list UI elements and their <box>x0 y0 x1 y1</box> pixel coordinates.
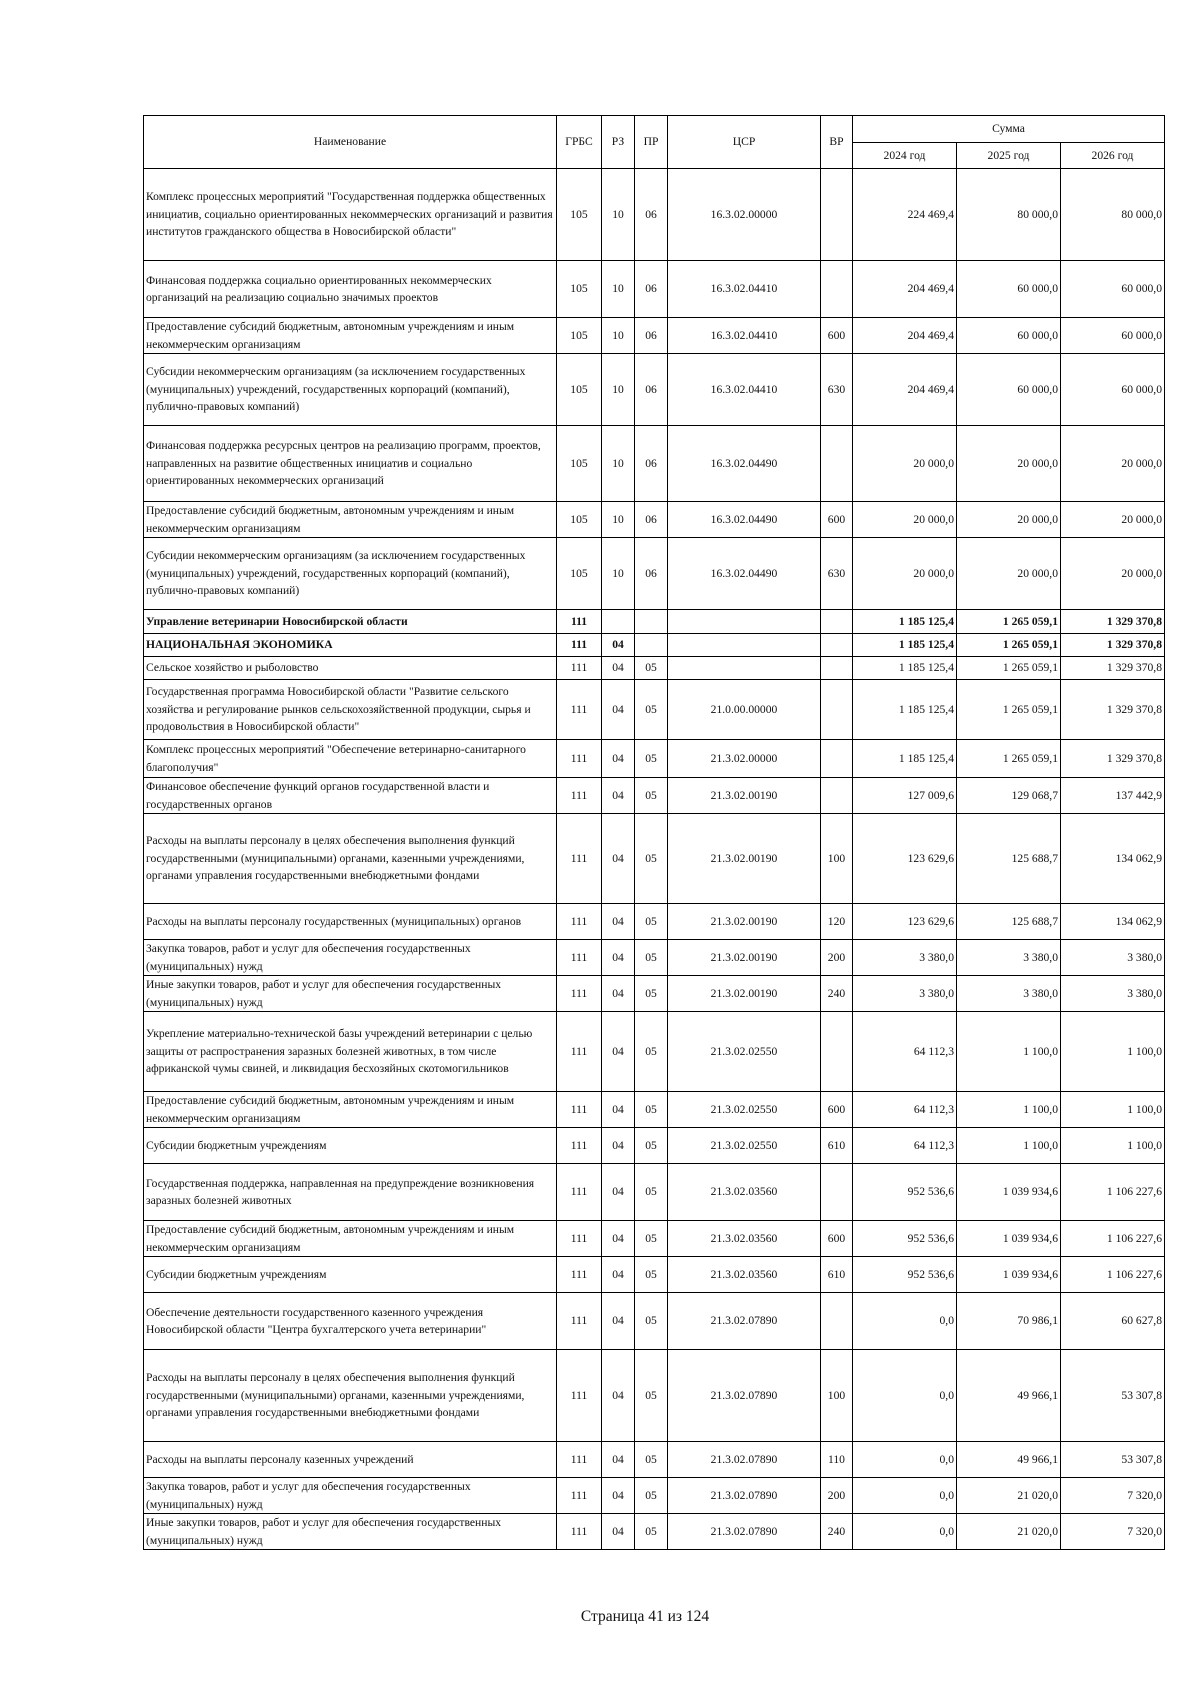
row-name: Закупка товаров, работ и услуг для обеспечения государственных (муниципальных) нужд <box>144 1478 557 1514</box>
row-rz: 10 <box>602 318 635 354</box>
row-sum-2026: 60 000,0 <box>1061 261 1165 318</box>
row-sum-2026: 1 329 370,8 <box>1061 680 1165 740</box>
row-sum-2025: 1 100,0 <box>957 1128 1061 1164</box>
table-row <box>144 1478 1165 1514</box>
row-grbs: 111 <box>557 1350 602 1442</box>
row-rz: 04 <box>602 1164 635 1221</box>
row-sum-2024: 1 185 125,4 <box>853 634 957 657</box>
row-name: Финансовая поддержка социально ориентированных некоммерческих организаций на реализацию социально значимых проектов <box>144 261 557 318</box>
row-vr: 240 <box>821 1514 853 1550</box>
table-row <box>144 740 1165 778</box>
table-row <box>144 1012 1165 1092</box>
row-name: Финансовое обеспечение функций органов государственной власти и государственных органов <box>144 778 557 814</box>
row-grbs: 111 <box>557 1221 602 1257</box>
row-sum-2026: 1 329 370,8 <box>1061 634 1165 657</box>
table-row <box>144 538 1165 610</box>
row-grbs: 111 <box>557 814 602 904</box>
row-vr: 110 <box>821 1442 853 1478</box>
table-row <box>144 318 1165 354</box>
row-grbs: 111 <box>557 1012 602 1092</box>
row-sum-2025: 125 688,7 <box>957 814 1061 904</box>
row-sum-2025: 60 000,0 <box>957 318 1061 354</box>
row-csr: 21.3.02.03560 <box>668 1164 821 1221</box>
budget-table <box>143 115 1165 1550</box>
header-pr: ПР <box>635 116 668 169</box>
table-row <box>144 940 1165 976</box>
table-row <box>144 502 1165 538</box>
row-name: Расходы на выплаты персоналу государственных (муниципальных) органов <box>144 904 557 940</box>
row-sum-2025: 125 688,7 <box>957 904 1061 940</box>
header-rz: РЗ <box>602 116 635 169</box>
row-vr <box>821 657 853 680</box>
row-pr: 05 <box>635 904 668 940</box>
table-row <box>144 1128 1165 1164</box>
row-name: Финансовая поддержка ресурсных центров на реализацию программ, проектов, направленных на развитие общественных инициатив и социально ориентированных некоммерческих организаций <box>144 426 557 502</box>
row-pr <box>635 610 668 634</box>
row-vr: 600 <box>821 1092 853 1128</box>
row-name: Расходы на выплаты персоналу в целях обеспечения выполнения функций государственными (муниципальными) органами, казенными учреждениями, органами управления государственными внебюджетными фондами <box>144 1350 557 1442</box>
row-sum-2024: 952 536,6 <box>853 1164 957 1221</box>
table-row <box>144 904 1165 940</box>
row-grbs: 111 <box>557 740 602 778</box>
row-vr: 600 <box>821 1221 853 1257</box>
table-row <box>144 976 1165 1012</box>
row-grbs: 105 <box>557 261 602 318</box>
header-grbs: ГРБС <box>557 116 602 169</box>
row-rz <box>602 610 635 634</box>
table-row <box>144 1514 1165 1550</box>
row-grbs: 111 <box>557 610 602 634</box>
table-row <box>144 1350 1165 1442</box>
row-csr: 21.3.02.02550 <box>668 1128 821 1164</box>
row-rz: 04 <box>602 1350 635 1442</box>
row-name: Предоставление субсидий бюджетным, автономным учреждениям и иным некоммерческим организациям <box>144 318 557 354</box>
table-header <box>144 116 1165 169</box>
row-grbs: 111 <box>557 976 602 1012</box>
row-sum-2026: 137 442,9 <box>1061 778 1165 814</box>
row-csr: 21.3.02.00190 <box>668 976 821 1012</box>
row-grbs: 111 <box>557 1164 602 1221</box>
row-sum-2025: 1 265 059,1 <box>957 680 1061 740</box>
row-csr: 16.3.02.04410 <box>668 354 821 426</box>
row-sum-2026: 53 307,8 <box>1061 1442 1165 1478</box>
row-grbs: 111 <box>557 1293 602 1350</box>
header-vr: ВР <box>821 116 853 169</box>
row-sum-2025: 1 039 934,6 <box>957 1257 1061 1293</box>
row-pr: 05 <box>635 1092 668 1128</box>
row-sum-2026: 7 320,0 <box>1061 1478 1165 1514</box>
row-vr: 100 <box>821 814 853 904</box>
row-sum-2026: 1 100,0 <box>1061 1128 1165 1164</box>
row-rz: 10 <box>602 426 635 502</box>
row-csr: 21.3.02.07890 <box>668 1293 821 1350</box>
row-sum-2025: 20 000,0 <box>957 502 1061 538</box>
row-sum-2025: 3 380,0 <box>957 976 1061 1012</box>
row-sum-2024: 64 112,3 <box>853 1092 957 1128</box>
row-vr: 630 <box>821 538 853 610</box>
row-grbs: 105 <box>557 502 602 538</box>
row-sum-2026: 60 000,0 <box>1061 354 1165 426</box>
row-sum-2025: 49 966,1 <box>957 1442 1061 1478</box>
row-sum-2024: 224 469,4 <box>853 169 957 261</box>
row-rz: 04 <box>602 1514 635 1550</box>
row-vr: 200 <box>821 1478 853 1514</box>
row-vr <box>821 1164 853 1221</box>
row-pr: 05 <box>635 657 668 680</box>
row-sum-2024: 20 000,0 <box>853 538 957 610</box>
row-sum-2024: 0,0 <box>853 1350 957 1442</box>
row-pr: 06 <box>635 426 668 502</box>
row-pr: 05 <box>635 1128 668 1164</box>
row-sum-2026: 1 106 227,6 <box>1061 1257 1165 1293</box>
row-rz: 04 <box>602 1221 635 1257</box>
header-csr: ЦСР <box>668 116 821 169</box>
row-vr <box>821 1293 853 1350</box>
row-sum-2026: 1 329 370,8 <box>1061 610 1165 634</box>
row-sum-2025: 1 100,0 <box>957 1092 1061 1128</box>
table-row <box>144 1092 1165 1128</box>
row-sum-2026: 20 000,0 <box>1061 426 1165 502</box>
row-sum-2025: 80 000,0 <box>957 169 1061 261</box>
row-pr: 05 <box>635 1221 668 1257</box>
row-sum-2024: 1 185 125,4 <box>853 680 957 740</box>
row-grbs: 111 <box>557 1478 602 1514</box>
row-pr: 05 <box>635 1350 668 1442</box>
row-csr: 16.3.02.04490 <box>668 502 821 538</box>
row-sum-2024: 0,0 <box>853 1293 957 1350</box>
row-csr: 21.0.00.00000 <box>668 680 821 740</box>
row-vr <box>821 634 853 657</box>
table-row <box>144 169 1165 261</box>
row-pr: 05 <box>635 814 668 904</box>
row-grbs: 111 <box>557 1128 602 1164</box>
row-csr: 21.3.02.02550 <box>668 1092 821 1128</box>
row-sum-2026: 1 100,0 <box>1061 1012 1165 1092</box>
row-name: Государственная программа Новосибирской области "Развитие сельского хозяйства и регулирование рынков сельскохозяйственной продукции, сырья и продовольствия в Новосибирской области" <box>144 680 557 740</box>
row-rz: 10 <box>602 538 635 610</box>
row-csr: 21.3.02.03560 <box>668 1221 821 1257</box>
row-rz: 04 <box>602 1128 635 1164</box>
row-sum-2025: 129 068,7 <box>957 778 1061 814</box>
row-csr: 21.3.02.00190 <box>668 778 821 814</box>
row-sum-2024: 3 380,0 <box>853 976 957 1012</box>
row-name: Субсидии некоммерческим организациям (за исключением государственных (муниципальных) учреждений, государственных корпораций (компаний), публично-правовых компаний) <box>144 538 557 610</box>
row-pr: 05 <box>635 740 668 778</box>
row-sum-2025: 70 986,1 <box>957 1293 1061 1350</box>
row-vr: 630 <box>821 354 853 426</box>
row-sum-2026: 1 106 227,6 <box>1061 1164 1165 1221</box>
row-sum-2024: 64 112,3 <box>853 1128 957 1164</box>
row-sum-2025: 60 000,0 <box>957 354 1061 426</box>
row-sum-2026: 134 062,9 <box>1061 814 1165 904</box>
header-year-2026: 2026 год <box>1061 143 1165 169</box>
row-grbs: 111 <box>557 904 602 940</box>
row-pr: 06 <box>635 318 668 354</box>
row-sum-2025: 60 000,0 <box>957 261 1061 318</box>
row-sum-2026: 1 100,0 <box>1061 1092 1165 1128</box>
row-vr <box>821 740 853 778</box>
row-sum-2026: 7 320,0 <box>1061 1514 1165 1550</box>
row-vr: 600 <box>821 502 853 538</box>
row-sum-2024: 1 185 125,4 <box>853 740 957 778</box>
row-rz: 04 <box>602 940 635 976</box>
row-sum-2025: 1 265 059,1 <box>957 657 1061 680</box>
row-name: Расходы на выплаты персоналу казенных учреждений <box>144 1442 557 1478</box>
row-name: Расходы на выплаты персоналу в целях обеспечения выполнения функций государственными (муниципальными) органами, казенными учреждениями, органами управления государственными внебюджетными фондами <box>144 814 557 904</box>
header-year-2025: 2025 год <box>957 143 1061 169</box>
row-sum-2025: 3 380,0 <box>957 940 1061 976</box>
row-name: Укрепление материально-технической базы учреждений ветеринарии с целью защиты от распространения заразных болезней животных, в том числе африканской чумы свиней, и ликвидация бесхозяйных скотомогильников <box>144 1012 557 1092</box>
row-sum-2025: 1 265 059,1 <box>957 634 1061 657</box>
row-csr: 21.3.02.02550 <box>668 1012 821 1092</box>
row-grbs: 111 <box>557 634 602 657</box>
row-rz: 04 <box>602 634 635 657</box>
row-name: Иные закупки товаров, работ и услуг для обеспечения государственных (муниципальных) нужд <box>144 1514 557 1550</box>
row-sum-2025: 20 000,0 <box>957 538 1061 610</box>
row-sum-2024: 1 185 125,4 <box>853 610 957 634</box>
row-vr <box>821 778 853 814</box>
table-body <box>144 169 1165 1550</box>
row-vr: 240 <box>821 976 853 1012</box>
row-csr: 21.3.02.07890 <box>668 1350 821 1442</box>
row-sum-2025: 20 000,0 <box>957 426 1061 502</box>
row-csr: 16.3.02.04410 <box>668 318 821 354</box>
row-name: Субсидии бюджетным учреждениям <box>144 1128 557 1164</box>
row-pr: 06 <box>635 354 668 426</box>
row-sum-2024: 1 185 125,4 <box>853 657 957 680</box>
row-grbs: 111 <box>557 680 602 740</box>
row-name: Комплекс процессных мероприятий "Обеспечение ветеринарно-санитарного благополучия" <box>144 740 557 778</box>
row-name: Комплекс процессных мероприятий "Государственная поддержка общественных инициатив, социально ориентированных некоммерческих организаций и развития институтов гражданского общества в Новосибирской области" <box>144 169 557 261</box>
row-sum-2024: 20 000,0 <box>853 426 957 502</box>
row-name: Государственная поддержка, направленная на предупреждение возникновения заразных болезней животных <box>144 1164 557 1221</box>
row-csr: 21.3.02.07890 <box>668 1478 821 1514</box>
row-sum-2024: 204 469,4 <box>853 261 957 318</box>
row-csr <box>668 610 821 634</box>
row-sum-2024: 127 009,6 <box>853 778 957 814</box>
row-rz: 04 <box>602 814 635 904</box>
row-sum-2024: 0,0 <box>853 1478 957 1514</box>
row-sum-2026: 1 106 227,6 <box>1061 1221 1165 1257</box>
row-vr: 610 <box>821 1128 853 1164</box>
row-vr <box>821 680 853 740</box>
row-vr: 100 <box>821 1350 853 1442</box>
table-row <box>144 1442 1165 1478</box>
row-vr: 600 <box>821 318 853 354</box>
row-pr: 05 <box>635 940 668 976</box>
row-rz: 04 <box>602 680 635 740</box>
row-grbs: 111 <box>557 1442 602 1478</box>
row-rz: 10 <box>602 261 635 318</box>
row-grbs: 111 <box>557 778 602 814</box>
row-sum-2025: 1 265 059,1 <box>957 610 1061 634</box>
row-csr: 21.3.02.07890 <box>668 1442 821 1478</box>
row-rz: 04 <box>602 1478 635 1514</box>
table-row <box>144 354 1165 426</box>
row-rz: 04 <box>602 657 635 680</box>
row-sum-2024: 204 469,4 <box>853 354 957 426</box>
row-name: Предоставление субсидий бюджетным, автономным учреждениям и иным некоммерческим организациям <box>144 1092 557 1128</box>
row-pr: 05 <box>635 1478 668 1514</box>
page-number: Страница 41 из 124 <box>580 1608 710 1625</box>
row-vr <box>821 169 853 261</box>
table-row <box>144 610 1165 634</box>
row-csr <box>668 634 821 657</box>
row-sum-2025: 1 039 934,6 <box>957 1221 1061 1257</box>
row-pr: 06 <box>635 169 668 261</box>
row-name: Субсидии бюджетным учреждениям <box>144 1257 557 1293</box>
row-rz: 04 <box>602 1257 635 1293</box>
row-sum-2025: 49 966,1 <box>957 1350 1061 1442</box>
row-grbs: 105 <box>557 426 602 502</box>
row-sum-2025: 1 100,0 <box>957 1012 1061 1092</box>
row-vr: 120 <box>821 904 853 940</box>
row-pr: 06 <box>635 502 668 538</box>
row-grbs: 111 <box>557 940 602 976</box>
row-sum-2024: 0,0 <box>853 1514 957 1550</box>
row-csr: 16.3.02.04410 <box>668 261 821 318</box>
row-sum-2025: 21 020,0 <box>957 1478 1061 1514</box>
row-name: Иные закупки товаров, работ и услуг для обеспечения государственных (муниципальных) нужд <box>144 976 557 1012</box>
row-sum-2024: 0,0 <box>853 1442 957 1478</box>
header-sum: Сумма <box>853 116 1165 143</box>
table-row <box>144 778 1165 814</box>
row-pr: 05 <box>635 680 668 740</box>
row-pr: 06 <box>635 538 668 610</box>
row-csr: 21.3.02.00190 <box>668 940 821 976</box>
row-sum-2026: 1 329 370,8 <box>1061 740 1165 778</box>
table-row <box>144 814 1165 904</box>
table-row <box>144 426 1165 502</box>
row-sum-2024: 204 469,4 <box>853 318 957 354</box>
row-rz: 04 <box>602 1442 635 1478</box>
row-pr: 05 <box>635 1514 668 1550</box>
row-name: Закупка товаров, работ и услуг для обеспечения государственных (муниципальных) нужд <box>144 940 557 976</box>
row-grbs: 105 <box>557 354 602 426</box>
row-grbs: 111 <box>557 657 602 680</box>
row-pr: 05 <box>635 976 668 1012</box>
row-csr: 16.3.02.04490 <box>668 538 821 610</box>
row-csr: 21.3.02.07890 <box>668 1514 821 1550</box>
row-rz: 04 <box>602 1293 635 1350</box>
row-vr <box>821 610 853 634</box>
row-sum-2024: 123 629,6 <box>853 814 957 904</box>
header-name: Наименование <box>144 116 557 169</box>
row-sum-2026: 60 627,8 <box>1061 1293 1165 1350</box>
row-sum-2026: 134 062,9 <box>1061 904 1165 940</box>
table-row <box>144 1164 1165 1221</box>
table-row <box>144 1293 1165 1350</box>
row-rz: 04 <box>602 1012 635 1092</box>
row-sum-2024: 64 112,3 <box>853 1012 957 1092</box>
row-rz: 04 <box>602 976 635 1012</box>
row-grbs: 111 <box>557 1092 602 1128</box>
table-row <box>144 634 1165 657</box>
row-sum-2026: 20 000,0 <box>1061 538 1165 610</box>
row-sum-2024: 952 536,6 <box>853 1257 957 1293</box>
row-rz: 04 <box>602 904 635 940</box>
row-sum-2026: 1 329 370,8 <box>1061 657 1165 680</box>
row-sum-2025: 1 039 934,6 <box>957 1164 1061 1221</box>
row-rz: 10 <box>602 169 635 261</box>
row-sum-2026: 53 307,8 <box>1061 1350 1165 1442</box>
row-name: Субсидии некоммерческим организациям (за исключением государственных (муниципальных) учреждений, государственных корпораций (компаний), публично-правовых компаний) <box>144 354 557 426</box>
row-csr: 21.3.02.00190 <box>668 814 821 904</box>
row-pr: 05 <box>635 1293 668 1350</box>
table-row <box>144 1221 1165 1257</box>
row-vr: 610 <box>821 1257 853 1293</box>
row-pr: 05 <box>635 1442 668 1478</box>
row-grbs: 105 <box>557 169 602 261</box>
row-sum-2025: 21 020,0 <box>957 1514 1061 1550</box>
row-name: Предоставление субсидий бюджетным, автономным учреждениям и иным некоммерческим организациям <box>144 502 557 538</box>
row-pr: 05 <box>635 1257 668 1293</box>
row-pr: 06 <box>635 261 668 318</box>
table-row <box>144 261 1165 318</box>
row-sum-2026: 3 380,0 <box>1061 940 1165 976</box>
row-sum-2025: 1 265 059,1 <box>957 740 1061 778</box>
header-year-2024: 2024 год <box>853 143 957 169</box>
table-row <box>144 1257 1165 1293</box>
row-pr: 05 <box>635 1012 668 1092</box>
row-sum-2026: 80 000,0 <box>1061 169 1165 261</box>
row-vr: 200 <box>821 940 853 976</box>
row-vr <box>821 426 853 502</box>
row-pr <box>635 634 668 657</box>
row-vr <box>821 261 853 318</box>
row-sum-2026: 60 000,0 <box>1061 318 1165 354</box>
row-rz: 04 <box>602 740 635 778</box>
row-rz: 10 <box>602 354 635 426</box>
table-row <box>144 657 1165 680</box>
row-sum-2024: 20 000,0 <box>853 502 957 538</box>
row-name: НАЦИОНАЛЬНАЯ ЭКОНОМИКА <box>144 634 557 657</box>
row-sum-2026: 3 380,0 <box>1061 976 1165 1012</box>
table-row <box>144 680 1165 740</box>
row-csr: 21.3.02.00190 <box>668 904 821 940</box>
row-csr: 16.3.02.00000 <box>668 169 821 261</box>
row-name: Сельское хозяйство и рыболовство <box>144 657 557 680</box>
row-csr: 21.3.02.03560 <box>668 1257 821 1293</box>
row-grbs: 105 <box>557 318 602 354</box>
row-pr: 05 <box>635 778 668 814</box>
row-csr: 16.3.02.04490 <box>668 426 821 502</box>
row-grbs: 111 <box>557 1257 602 1293</box>
row-sum-2024: 123 629,6 <box>853 904 957 940</box>
row-csr <box>668 657 821 680</box>
row-grbs: 111 <box>557 1514 602 1550</box>
row-sum-2024: 3 380,0 <box>853 940 957 976</box>
row-pr: 05 <box>635 1164 668 1221</box>
row-name: Обеспечение деятельности государственного казенного учреждения Новосибирской области "Центра бухгалтерского учета ветеринарии" <box>144 1293 557 1350</box>
row-vr <box>821 1012 853 1092</box>
row-grbs: 105 <box>557 538 602 610</box>
row-sum-2024: 952 536,6 <box>853 1221 957 1257</box>
row-csr: 21.3.02.00000 <box>668 740 821 778</box>
row-sum-2026: 20 000,0 <box>1061 502 1165 538</box>
row-name: Управление ветеринарии Новосибирской области <box>144 610 557 634</box>
row-name: Предоставление субсидий бюджетным, автономным учреждениям и иным некоммерческим организациям <box>144 1221 557 1257</box>
row-rz: 10 <box>602 502 635 538</box>
row-rz: 04 <box>602 778 635 814</box>
row-rz: 04 <box>602 1092 635 1128</box>
